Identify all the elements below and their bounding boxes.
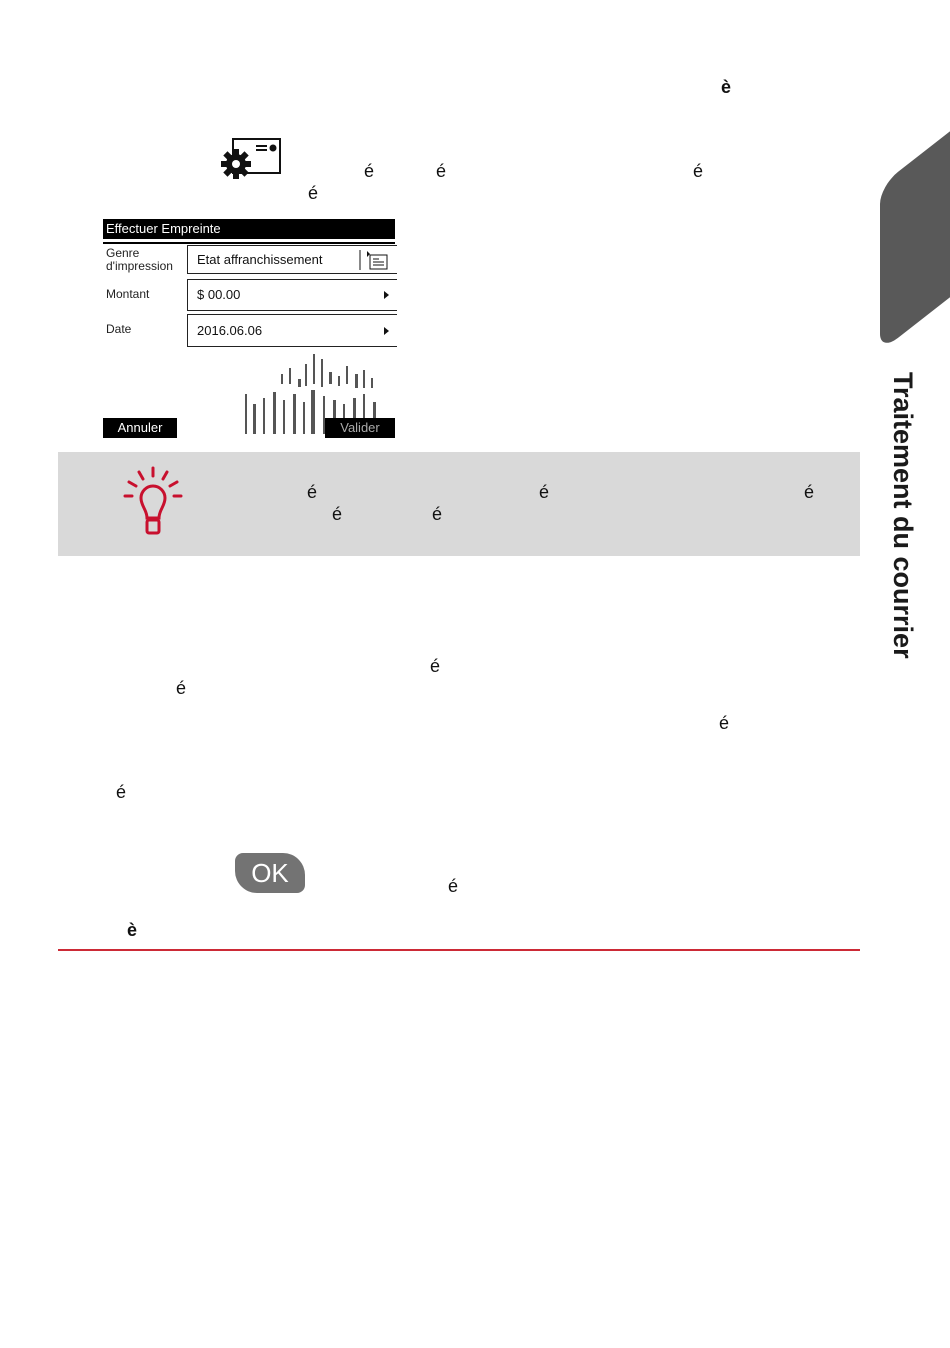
chapter-title: Traitement du courrier bbox=[888, 372, 918, 659]
text-fragment: é bbox=[804, 482, 815, 502]
text-fragment: é bbox=[448, 876, 459, 896]
amount-label: Montant bbox=[106, 287, 150, 301]
chapter-tab bbox=[880, 116, 950, 352]
print-settings-icon bbox=[221, 138, 283, 180]
section-divider bbox=[58, 949, 860, 951]
text-fragment: é bbox=[432, 504, 443, 524]
text-fragment: é bbox=[539, 482, 550, 502]
text-fragment: é bbox=[719, 713, 730, 733]
text-fragment: é bbox=[436, 161, 447, 181]
print-type-label: Genre d'impression bbox=[106, 246, 173, 273]
device-screen bbox=[103, 219, 395, 441]
text-fragment: é bbox=[430, 656, 441, 676]
text-fragment: è bbox=[127, 920, 138, 940]
text-fragment: é bbox=[364, 161, 375, 181]
chevron-right-icon bbox=[384, 291, 389, 299]
screen-title: Effectuer Empreinte bbox=[103, 219, 395, 239]
cancel-button[interactable]: Annuler bbox=[103, 418, 177, 438]
lightbulb-icon bbox=[123, 466, 183, 538]
print-type-field[interactable]: Etat affranchissement bbox=[187, 245, 397, 274]
text-fragment: é bbox=[176, 678, 187, 698]
date-label: Date bbox=[106, 322, 132, 336]
text-fragment: é bbox=[308, 183, 319, 203]
date-field[interactable]: 2016.06.06 bbox=[187, 314, 397, 347]
validate-button[interactable]: Valider bbox=[325, 418, 395, 438]
print-type-icon bbox=[359, 250, 389, 270]
text-fragment: é bbox=[693, 161, 704, 181]
text-fragment: é bbox=[307, 482, 318, 502]
amount-field[interactable]: $ 00.00 bbox=[187, 279, 397, 311]
divider bbox=[103, 242, 395, 244]
text-fragment: è bbox=[721, 77, 732, 97]
chevron-right-icon bbox=[384, 327, 389, 335]
text-fragment: é bbox=[332, 504, 343, 524]
tip-box bbox=[58, 452, 860, 556]
text-fragment: é bbox=[116, 782, 127, 802]
ok-key: OK bbox=[235, 853, 305, 893]
